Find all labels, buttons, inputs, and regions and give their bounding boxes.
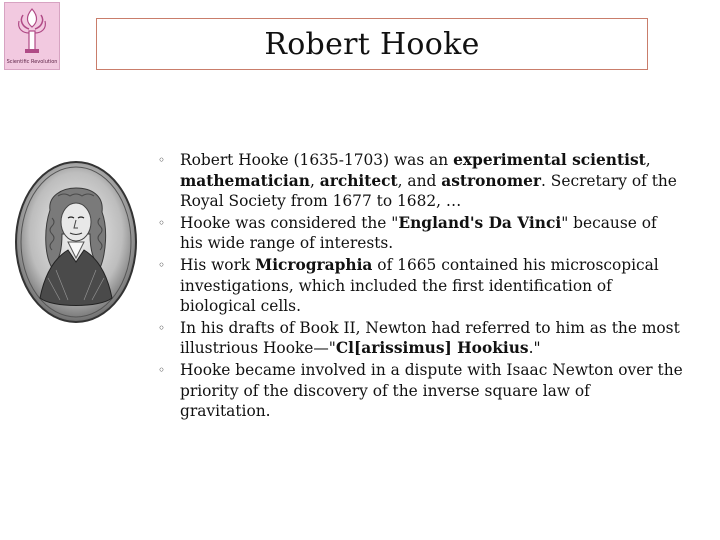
emphasis-text: England's Da Vinci xyxy=(398,213,562,232)
bullet-item xyxy=(154,360,684,422)
emphasis-text: astronomer xyxy=(441,171,542,190)
bullet-text: of 1665 contained his microscopical investigations, which included the first identification of biological cells. xyxy=(180,255,659,316)
bullet-text: Hooke became involved in a dispute with Isaac Newton over the priority of the discovery of the inverse square law of gravitation. xyxy=(180,360,683,421)
bullet-marker-icon: ◦ xyxy=(158,215,166,230)
bullet-text: " because of his wide range of interests. xyxy=(180,213,657,253)
bullet-item xyxy=(154,213,684,254)
bullet-text: Robert Hooke (1635-1703) was an xyxy=(180,151,454,169)
slide-title: Robert Hooke xyxy=(264,26,480,62)
emphasis-text: architect xyxy=(319,171,398,190)
logo xyxy=(4,2,60,70)
emphasis-text: experimental scientist xyxy=(453,151,646,169)
bullet-text: , xyxy=(309,171,320,190)
bullet-item xyxy=(154,318,684,359)
emphasis-text: Micrographia xyxy=(255,255,373,274)
bullet-text: Hooke was considered the " xyxy=(180,213,399,232)
bullet-marker-icon: ◦ xyxy=(158,257,166,272)
bullet-item xyxy=(154,255,684,317)
bullet-marker-icon: ◦ xyxy=(158,153,166,167)
bullet-list xyxy=(154,150,684,422)
bullet-text: . Secretary of the Royal Society from 1677 to 1682, … xyxy=(180,171,677,211)
bullet-marker-icon: ◦ xyxy=(158,362,166,377)
logo-caption: Scientific Revolution xyxy=(6,59,58,65)
emphasis-text: Cl[arissimus] Hookius xyxy=(335,339,529,358)
bullet-text: , and xyxy=(397,171,442,190)
bullet-text: , xyxy=(645,151,651,169)
bullet-text: In his drafts of Book II, Newton had referred to him as the most illustrious Hooke—" xyxy=(180,318,680,358)
title-box xyxy=(96,18,648,70)
bullet-text: His work xyxy=(180,255,256,274)
emphasis-text: mathematician xyxy=(180,171,310,190)
torch-logo-icon xyxy=(5,3,59,59)
bullet-item xyxy=(154,150,684,212)
bullet-text: ." xyxy=(528,339,541,358)
content-area xyxy=(154,150,684,423)
portrait xyxy=(12,158,140,328)
bullet-marker-icon: ◦ xyxy=(158,320,166,335)
robert-hooke-portrait-icon xyxy=(12,158,140,328)
